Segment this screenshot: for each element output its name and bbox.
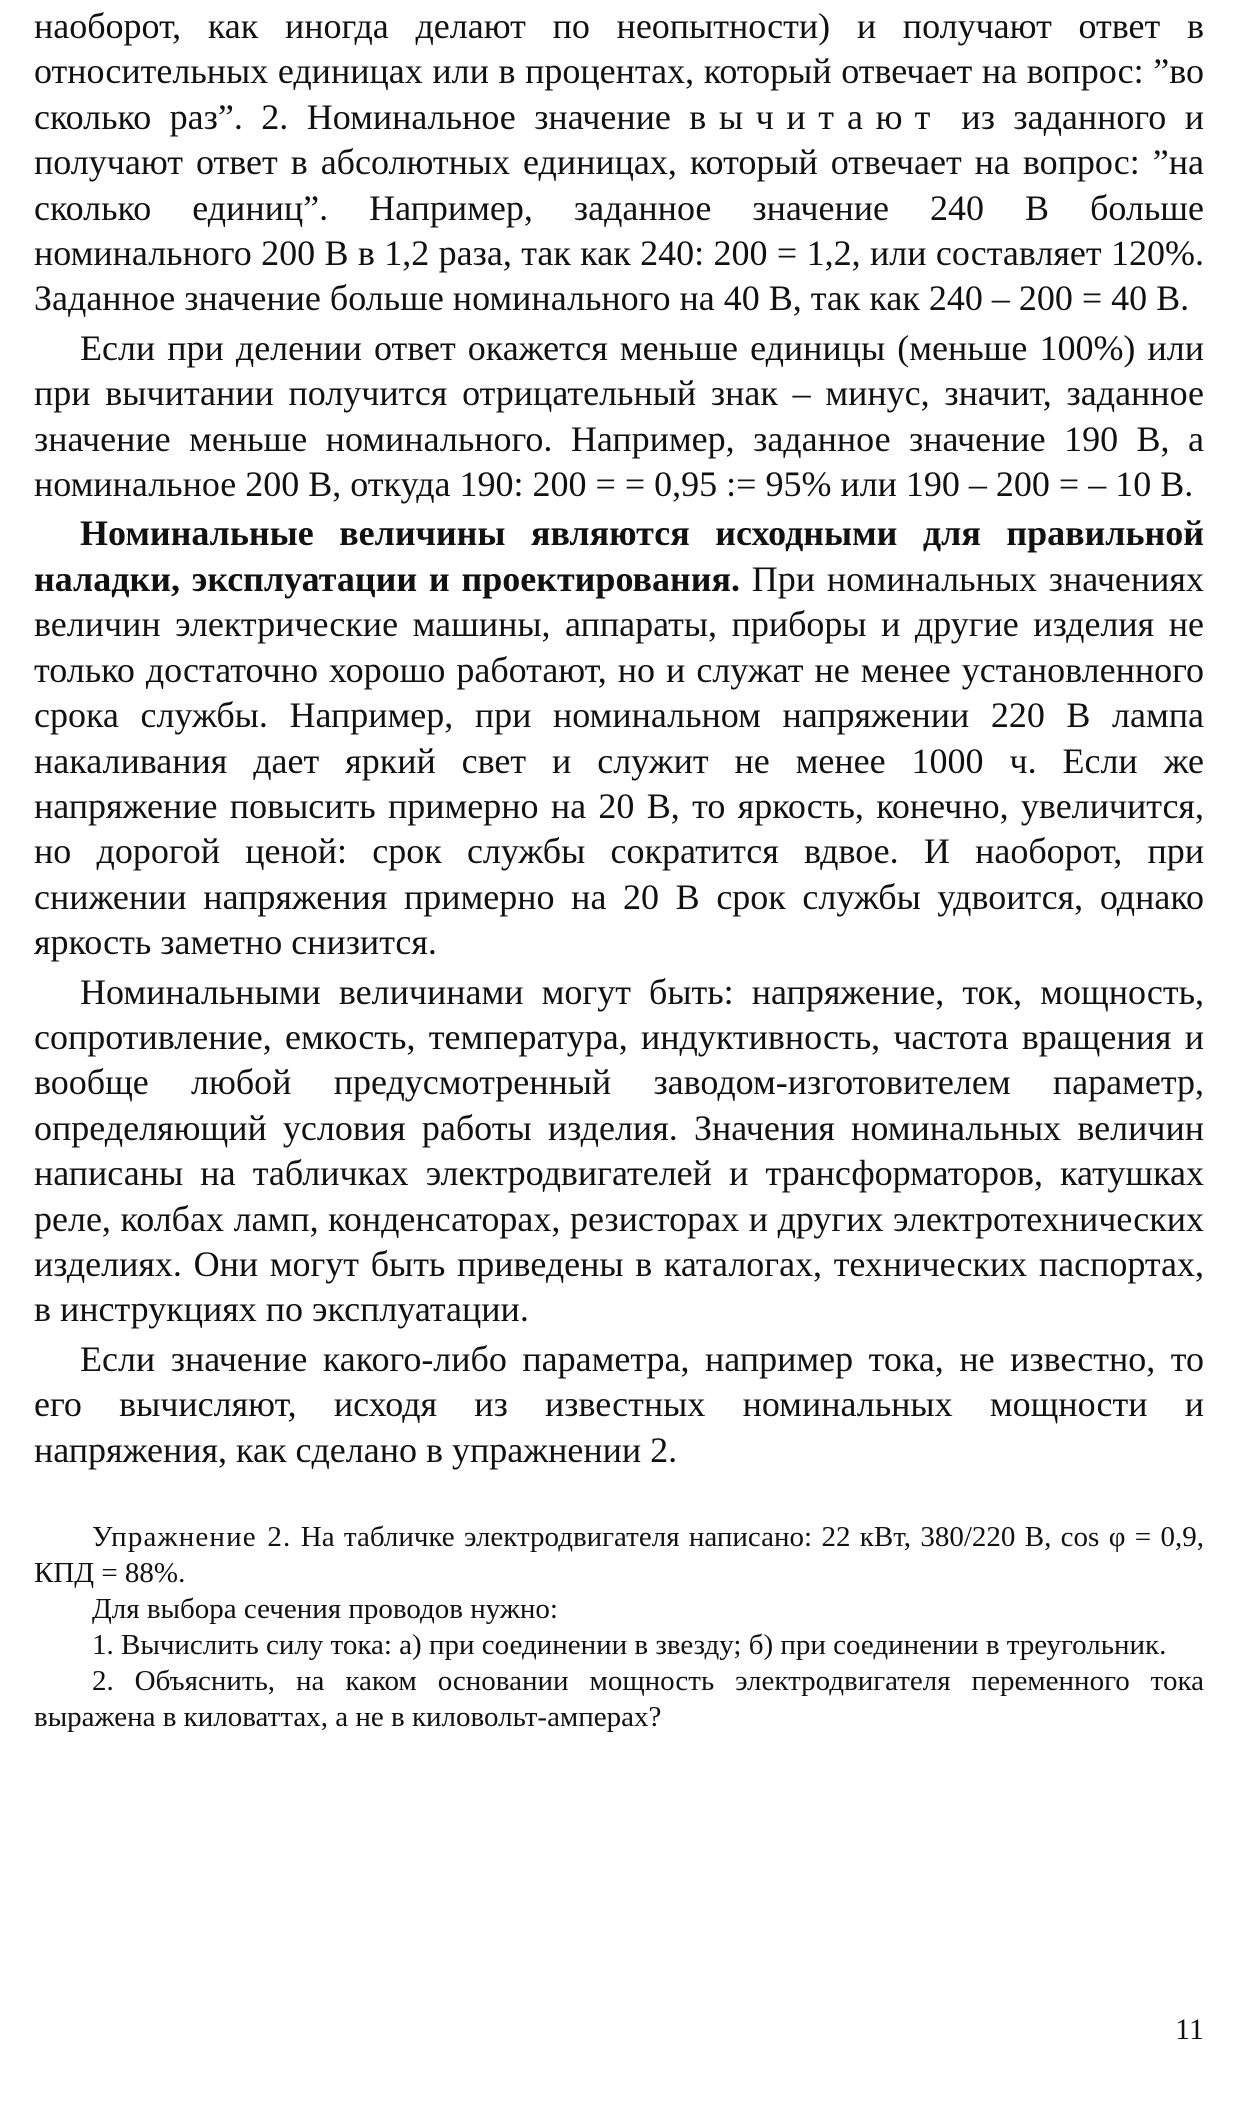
exercise-intro: Для выбора сечения проводов нужно: <box>92 1593 558 1625</box>
page-content <box>34 4 1204 1735</box>
exercise-block <box>34 1519 1204 1735</box>
paragraph-1-start: наоборот, как иногда делают по неопытности) и получают ответ в относительных единицах или в процентах, который отвечает на вопрос: ”во сколько раз”. 2. Номинальное значение <box>34 6 1204 137</box>
exercise-label: Упражнение 2. <box>92 1521 292 1553</box>
paragraph-3-rest: При номинальных значениях величин электрические машины, аппараты, приборы и другие изделия не только достаточно хорошо работают, но и служат не менее установленного срока службы. Например, при номинальном напряжении 220 В лампа накаливания дает яркий свет и служит не менее 1000 ч. Если же напряжение повысить примерно на 20 В, то яркость, конечно, увеличится, но дорогой ценой: срок службы сократится вдвое. И наоборот, при снижении напряжения примерно на 20 В срок службы удвоится, однако яркость заметно снизится. <box>34 558 1204 963</box>
spaced-word: вычитают <box>689 96 943 137</box>
main-text <box>34 4 1204 1473</box>
exercise-statement <box>34 1519 1204 1591</box>
exercise-statement-text: На табличке электродвигателя написано: 22 кВт, 380/220 В, cos φ = 0,9, КПД = 88%. <box>34 1521 1204 1589</box>
paragraph-4: Номинальными величинами могут быть: напряжение, ток, мощность, сопротивление, емкость, температура, индуктивность, частота вращения и вообще любой предусмотренный заводом-изготовителем параметр, определяющий условия работы изделия. Значения номинальных величин написаны на табличках электродвигателей и трансформаторов, катушках реле, колбах ламп, конденсаторах, резисторах и других электротехнических изделиях. Они могут быть приведены в каталогах, технических паспортах, в инструкциях по эксплуатации. <box>34 971 1204 1330</box>
paragraph-5: Если значение какого-либо параметра, например тока, не известно, то его вычисляют, исходя из известных номинальных мощности и напряжения, как сделано в упражнении 2. <box>34 1338 1204 1470</box>
paragraph-2: Если при делении ответ окажется меньше единицы (меньше 100%) или при вычитании получится отрицательный знак – минус, значит, заданное значение меньше номинального. Например, заданное значение 190 В, а номинальное 200 В, откуда 190: 200 = = 0,95 := 95% или 190 – 200 = – 10 В. <box>34 327 1204 505</box>
paragraph-1-end: из заданного и получают ответ в абсолютных единицах, который отвечает на вопрос: ”на сколько единиц”. Например, заданное значение 240 В больше номинального 200 В в 1,2 раза, так как 240: 200 = 1,2, или составляет 120%. Заданное значение больше номинального на 40 В, так как 240 – 200 = 40 В. <box>34 96 1204 319</box>
page-number: 11 <box>1175 2013 1204 2046</box>
exercise-task-1: 1. Вычислить силу тока: а) при соединении в звезду; б) при соединении в треугольник. <box>92 1629 1167 1661</box>
exercise-task-2: 2. Объяснить, на каком основании мощность электродвигателя переменного тока выражена в киловаттах, а не в киловольт-амперах? <box>34 1665 1204 1733</box>
bold-statement: Номинальные величины являются исходными для правильной наладки, эксплуатации и проектирования. <box>34 513 1204 599</box>
paragraph-1 <box>34 4 1204 322</box>
paragraph-3 <box>34 511 1204 965</box>
